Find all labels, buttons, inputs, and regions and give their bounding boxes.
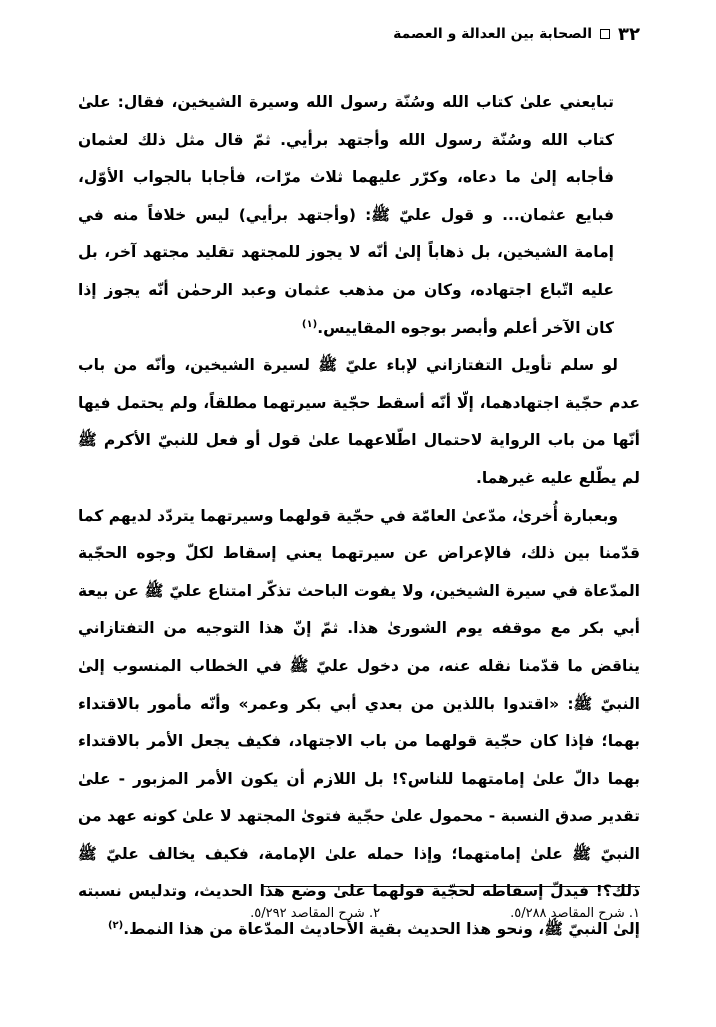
main-text	[78, 84, 640, 949]
paragraph-3-text: وبعبارة أُخرىٰ، مدّعىٰ العامّة في حجّية قولهما وسيرتهما يتردّد لديهم كما قدّمنا بين ذلك، فالإعراض عن سيرتهما يعني إسقاط لكلّ وجوه الحجّية المدّعاة في سيرة الشيخين، ولا يفوت الباحث تذكّر امتناع عليّ ﷺ عن بيعة أبي بكر مع موقفه يوم الشورىٰ هذا. ثمّ إنّ هذا التوجيه من التفتازاني يناقض ما قدّمنا نقله عنه، من دخول عليّ ﷺ في الخطاب المنسوب إلىٰ النبيّ ﷺ: «اقتدوا باللذين من بعدي أبي بكر وعمر» وأنّه مأمور بالاقتداء بهما؛ فإذا كان حجّية قولهما من باب الاجتهاد، فكيف يجعل الأمر بالاقتداء بهما دالّ علىٰ إمامتهما للناس؟! بل اللازم أن يكون الأمر المزبور - علىٰ تقدير صدق النسبة - محمول علىٰ حجّية فتوىٰ المجتهد لا علىٰ كونه عهد من النبيّ ﷺ علىٰ إمامتهما؛ وإذا حمله علىٰ الإمامة، فكيف يخالف عليّ ﷺ ذلك؟! فيدلّ إسقاطه لحجّية قولهما علىٰ وضع هذا الحديث، وتدليس نسبته إلىٰ النبيّ ﷺ، ونحو هذا الحديث بقية الأحاديث المدّعاة من هذا النمط.	[78, 506, 640, 939]
paragraph-3	[78, 498, 640, 949]
footnotes	[76, 906, 640, 921]
footnote-1: ١. شرح المقاصد ٥/٢٨٨.	[510, 906, 640, 921]
square-icon	[600, 29, 610, 39]
footnote-2: ٢. شرح المقاصد ٥/٢٩٢.	[250, 906, 381, 921]
paragraph-1: تبايعني علىٰ كتاب الله وسُنّة رسول الله وسيرة الشيخين، فقال: علىٰ كتاب الله وسُنّة رسول الله وأجتهد برأيي. ثمّ قال مثل ذلك لعثمان فأجابه إلىٰ ما دعاه، وكرّر عليهما ثلاث مرّات، فأجابا بالجواب الأوّل، فبايع عثمان... و قول عليّ ﷺ: (وأجتهد برأيي) ليس خلافاً منه في إمامة الشيخين، بل ذهاباً إلىٰ أنّه لا يجوز للمجتهد تقليد مجتهد آخر، بل عليه اتّباع اجتهاده، وكان من مذهب عثمان وعبد الرحمٰن أنّه يجوز إذا كان الآخر أعلم وأبصر بوجوه المقاييس.	[78, 93, 614, 337]
running-header	[76, 22, 640, 46]
page-number: ٣٢	[618, 23, 640, 45]
running-title: الصحابة بين العدالة و العصمة	[393, 26, 593, 42]
footnote-mark-2: (٢)	[107, 919, 124, 931]
quoted-paragraph	[78, 84, 640, 347]
footnote-mark-1: (١)	[301, 318, 318, 330]
footnote-divider	[262, 886, 640, 887]
paragraph-2: لو سلم تأويل التفتازاني لإباء عليّ ﷺ لسيرة الشيخين، وأنّه من باب عدم حجّية اجتهادهما، إلّا أنّه أسقط حجّية سيرتهما مطلقاً، ولم يحتمل فيها أنّها من باب الرواية لاحتمال اطّلاعهما علىٰ قول أو فعل للنبيّ الأكرم ﷺ لم يطّلع عليه غيرهما.	[78, 356, 640, 487]
